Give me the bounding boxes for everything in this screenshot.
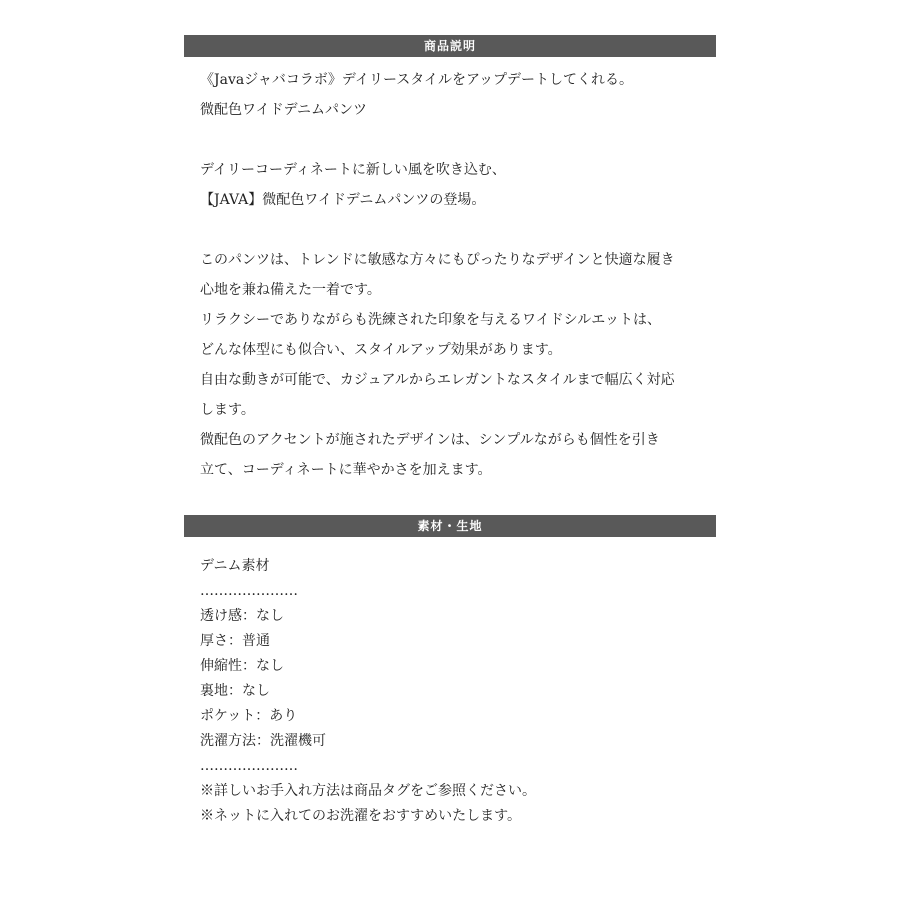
material-line: デニム素材 <box>200 558 270 574</box>
description-line: 《Javaジャバコラボ》デイリースタイルをアップデートしてくれる。 <box>200 72 633 88</box>
section-header-description: 商品説明 <box>184 35 716 57</box>
material-divider: ………………… <box>200 583 298 599</box>
description-spacer <box>200 125 700 155</box>
material-line: 厚さ：普通 <box>200 633 270 649</box>
description-line: リラクシーでありながらも洗練された印象を与えるワイドシルエットは、 <box>200 312 661 328</box>
material-line: 洗濯方法：洗濯機可 <box>200 733 326 749</box>
material-line: 伸縮性：なし <box>200 658 284 674</box>
description-line: 自由な動きが可能で、カジュアルからエレガントなスタイルまで幅広く対応 <box>200 372 675 388</box>
description-spacer <box>200 215 700 245</box>
description-line: 微配色のアクセントが施されたデザインは、シンプルながらも個性を引き <box>200 432 660 448</box>
description-line: 【JAVA】微配色ワイドデニムパンツの登場。 <box>200 192 486 208</box>
material-line: 裏地：なし <box>200 683 270 699</box>
description-line: どんな体型にも似合い、スタイルアップ効果があります。 <box>200 342 562 358</box>
description-line: デイリーコーディネートに新しい風を吹き込む、 <box>200 162 506 178</box>
description-line: します。 <box>200 402 255 418</box>
description-line: 心地を兼ね備えた一着です。 <box>200 282 381 298</box>
material-line: ポケット：あり <box>200 708 298 724</box>
material-line: 透け感：なし <box>200 608 284 624</box>
material-note: ※ネットに入れてのお洗濯をおすすめいたします。 <box>200 808 522 824</box>
description-line: このパンツは、トレンドに敏感な方々にもぴったりなデザインと快適な履き <box>200 252 675 268</box>
material-divider: ………………… <box>200 758 298 774</box>
section-header-material: 素材・生地 <box>184 515 716 537</box>
description-line: 微配色ワイドデニムパンツ <box>200 102 368 118</box>
material-note: ※詳しいお手入れ方法は商品タグをご参照ください。 <box>200 783 536 799</box>
description-line: 立て、コーディネートに華やかさを加えます。 <box>200 462 492 478</box>
description-body <box>200 65 700 485</box>
material-body <box>200 554 700 829</box>
